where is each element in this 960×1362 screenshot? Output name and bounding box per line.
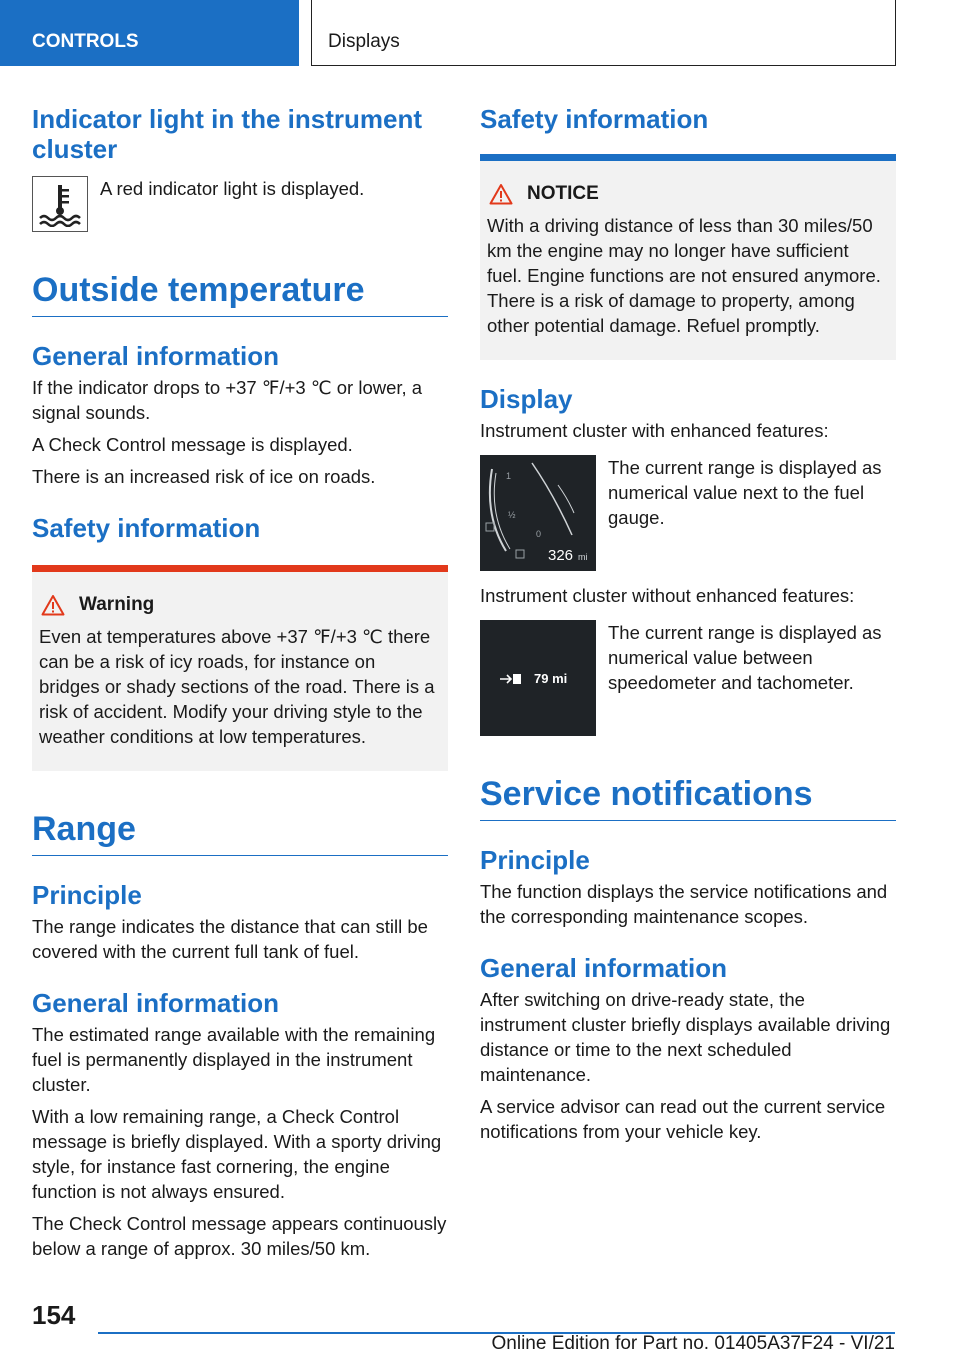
notice-text: With a driving distance of less than 30 miles/50 km the engine may no longer have sufficient fuel. Engine functions are not ensured anymore. There is a risk of damage to property, among other potential damage. Refuel promptly. — [487, 215, 881, 336]
range-general-paragraph-1: The estimated range available with the remaining fuel is permanently displayed in the instrument cluster. — [32, 1024, 436, 1095]
enhanced-range-value: 326 — [548, 547, 574, 564]
notice-box — [480, 154, 896, 360]
left-column — [32, 96, 448, 1261]
range-general-paragraph-2: With a low remaining range, a Check Control message is briefly displayed. With a sporty driving style, for instance fast cornering, the engine function is not always ensured. — [32, 1106, 442, 1202]
display-heading: Display — [480, 384, 573, 414]
enhanced-display-row — [480, 455, 896, 571]
service-general-paragraph-1: After switching on drive-ready state, the instrument cluster briefly displays available driving distance or time to the next scheduled maintenance. — [480, 989, 891, 1085]
principle-heading: Principle — [32, 880, 142, 910]
principle-text: The range indicates the distance that can still be covered with the current full tank of fuel. — [32, 916, 428, 962]
basic-cluster-screen — [480, 620, 596, 736]
section-tab: CONTROLS — [0, 0, 299, 66]
range-general-paragraph-3: The Check Control message appears continuously below a range of approx. 30 miles/50 km. — [32, 1213, 447, 1259]
general-paragraph-1: If the indicator drops to +37 ℉/+3 ℃ or lower, a signal sounds. — [32, 377, 423, 423]
gauge-half-label: ½ — [508, 510, 516, 520]
page-tab: Displays — [311, 0, 896, 66]
basic-range-value: 79 mi — [534, 671, 568, 686]
basic-label: Instrument cluster without enhanced features: — [480, 585, 855, 606]
safety-information-heading: Safety information — [32, 513, 261, 543]
range-general-heading: General information — [32, 988, 280, 1018]
basic-display-row — [480, 620, 896, 736]
warning-title: Warning — [79, 594, 155, 615]
enhanced-range-unit: mi — [578, 552, 588, 562]
notice-title-row — [487, 183, 888, 205]
safety-information-heading-right: Safety information — [480, 104, 709, 134]
warning-box — [32, 565, 448, 771]
notice-title: NOTICE — [527, 183, 599, 204]
edition-label: Online Edition for Part no. 01405A37F24 - VI/21 — [491, 1333, 895, 1354]
general-paragraph-2: A Check Control message is displayed. — [32, 434, 353, 455]
basic-text: The current range is displayed as numerical value between speedometer and tachometer. — [608, 622, 882, 693]
gauge-empty-label: 0 — [536, 529, 542, 539]
service-general-paragraph-2: A service advisor can read out the current service notifications from your vehicle key. — [480, 1096, 886, 1142]
gauge-full-label: 1 — [506, 471, 512, 481]
notice-triangle-icon — [489, 183, 513, 205]
warning-triangle-icon — [41, 594, 65, 616]
general-information-heading: General information — [32, 341, 280, 371]
enhanced-cluster-screen — [480, 455, 596, 571]
right-column — [480, 96, 896, 1144]
enhanced-label: Instrument cluster with enhanced features: — [480, 420, 829, 441]
coolant-temperature-icon — [32, 176, 88, 232]
indicator-text: A red indicator light is displayed. — [100, 178, 365, 199]
indicator-heading: Indicator light in the instrument cluster — [32, 104, 422, 164]
indicator-row — [32, 176, 448, 232]
service-principle-heading: Principle — [480, 845, 590, 875]
outside-temperature-title: Outside temperature — [32, 270, 448, 317]
service-notifications-title: Service notifications — [480, 774, 896, 821]
service-principle-text: The function displays the service notifications and the corresponding maintenance scopes. — [480, 881, 888, 927]
general-paragraph-3: There is an increased risk of ice on roads. — [32, 466, 376, 487]
enhanced-text: The current range is displayed as numerical value next to the fuel gauge. — [608, 457, 882, 528]
range-title: Range — [32, 809, 448, 856]
service-general-heading: General information — [480, 953, 728, 983]
warning-title-row — [39, 594, 440, 616]
warning-text: Even at temperatures above +37 ℉/+3 ℃ there can be a risk of icy roads, for instance on bridges or shady sections of the road. There is a risk of accident. Modify your driving style to the weather conditions at low temperatures. — [39, 626, 435, 747]
page-number: 154 — [32, 1300, 76, 1330]
